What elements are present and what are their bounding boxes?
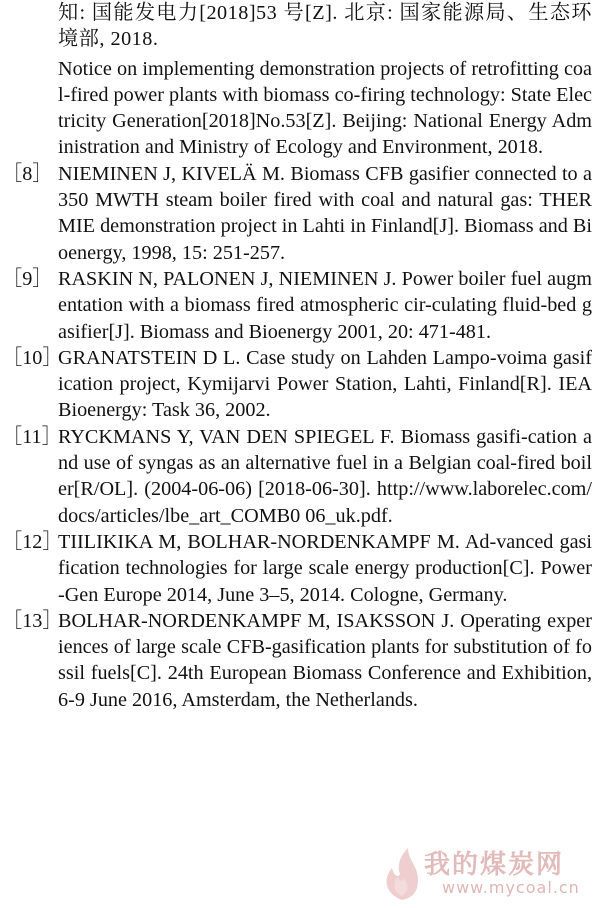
reference-entry-8 (0, 161, 600, 266)
reference-text: 知: 国能发电力[2018]53 号[Z]. 北京: 国家能源局、生态环境部, 2018. (58, 2, 592, 51)
reference-text: NIEMINEN J, KIVELÄ M. Biomass CFB gasifier connected to a 350 MWTH steam boiler fired with coal and natural gas: THERMIE demonstration project in Lahti in Finland[J]. Biomass and Bioenergy, 1998, 15: 251-257. (58, 162, 592, 264)
reference-text: GRANATSTEIN D L. Case study on Lahden Lampo-voima gasification project, Kymijarvi Power Station, Lahti, Finland[R]. IEA Bioenergy: Task 36, 2002. (58, 346, 592, 422)
watermark-text: 我的煤炭网 (424, 850, 565, 880)
reference-entry-10 (0, 345, 600, 424)
reference-entry-7-english (0, 56, 600, 161)
reference-text: BOLHAR-NORDENKAMPF M, ISAKSSON J. Operating experiences of large scale CFB-gasification plants for substitution of fossil fuels[C]. 24th European Biomass Conference and Exhibition, 6-9 June 2016, Amsterdam, the Netherlands. (58, 609, 592, 711)
reference-text: RYCKMANS Y, VAN DEN SPIEGEL F. Biomass gasifi-cation and use of syngas as an alternative fuel in a Belgian coal-fired boiler[R/OL]. (2004-06-06) [2018-06-30]. http://www.laborelec.com/docs/articles/lbe_art_COMB0 06_uk.pdf. (58, 425, 592, 527)
reference-entry-11 (0, 424, 600, 529)
reference-entry-13 (0, 608, 600, 713)
reference-number: ［10］ (2, 346, 63, 369)
reference-number: ［13］ (2, 609, 63, 632)
reference-number: ［11］ (2, 425, 62, 448)
reference-number: ［12］ (2, 530, 63, 553)
reference-text: TIILIKIKA M, BOLHAR-NORDENKAMPF M. Ad-vanced gasification technologies for large scale energy production[C]. Power-Gen Europe 2014, June 3–5, 2014. Cologne, Germany. (58, 530, 592, 606)
watermark (372, 840, 598, 906)
reference-text: RASKIN N, PALONEN J, NIEMINEN J. Power boiler fuel augmentation with a biomass fired atmospheric cir-culating fluid-bed gasifier[J]. Biomass and Bioenergy 2001, 20: 471-481. (58, 267, 592, 343)
reference-text: Notice on implementing demonstration projects of retrofitting coal-fired power plants with biomass co-firing technology: State Electricity Generation[2018]No.53[Z]. Beijing: National Energy Administration and Ministry of Ecology and Environment, 2018. (58, 57, 592, 159)
reference-entry-12 (0, 529, 600, 608)
reference-number: ［8］ (2, 162, 53, 185)
reference-entry-7-chinese-tail (0, 0, 600, 53)
reference-number: ［9］ (2, 267, 53, 290)
flame-logo-icon (372, 844, 432, 904)
watermark-url: www.mycoal.cn (442, 878, 580, 897)
reference-entry-9 (0, 266, 600, 345)
